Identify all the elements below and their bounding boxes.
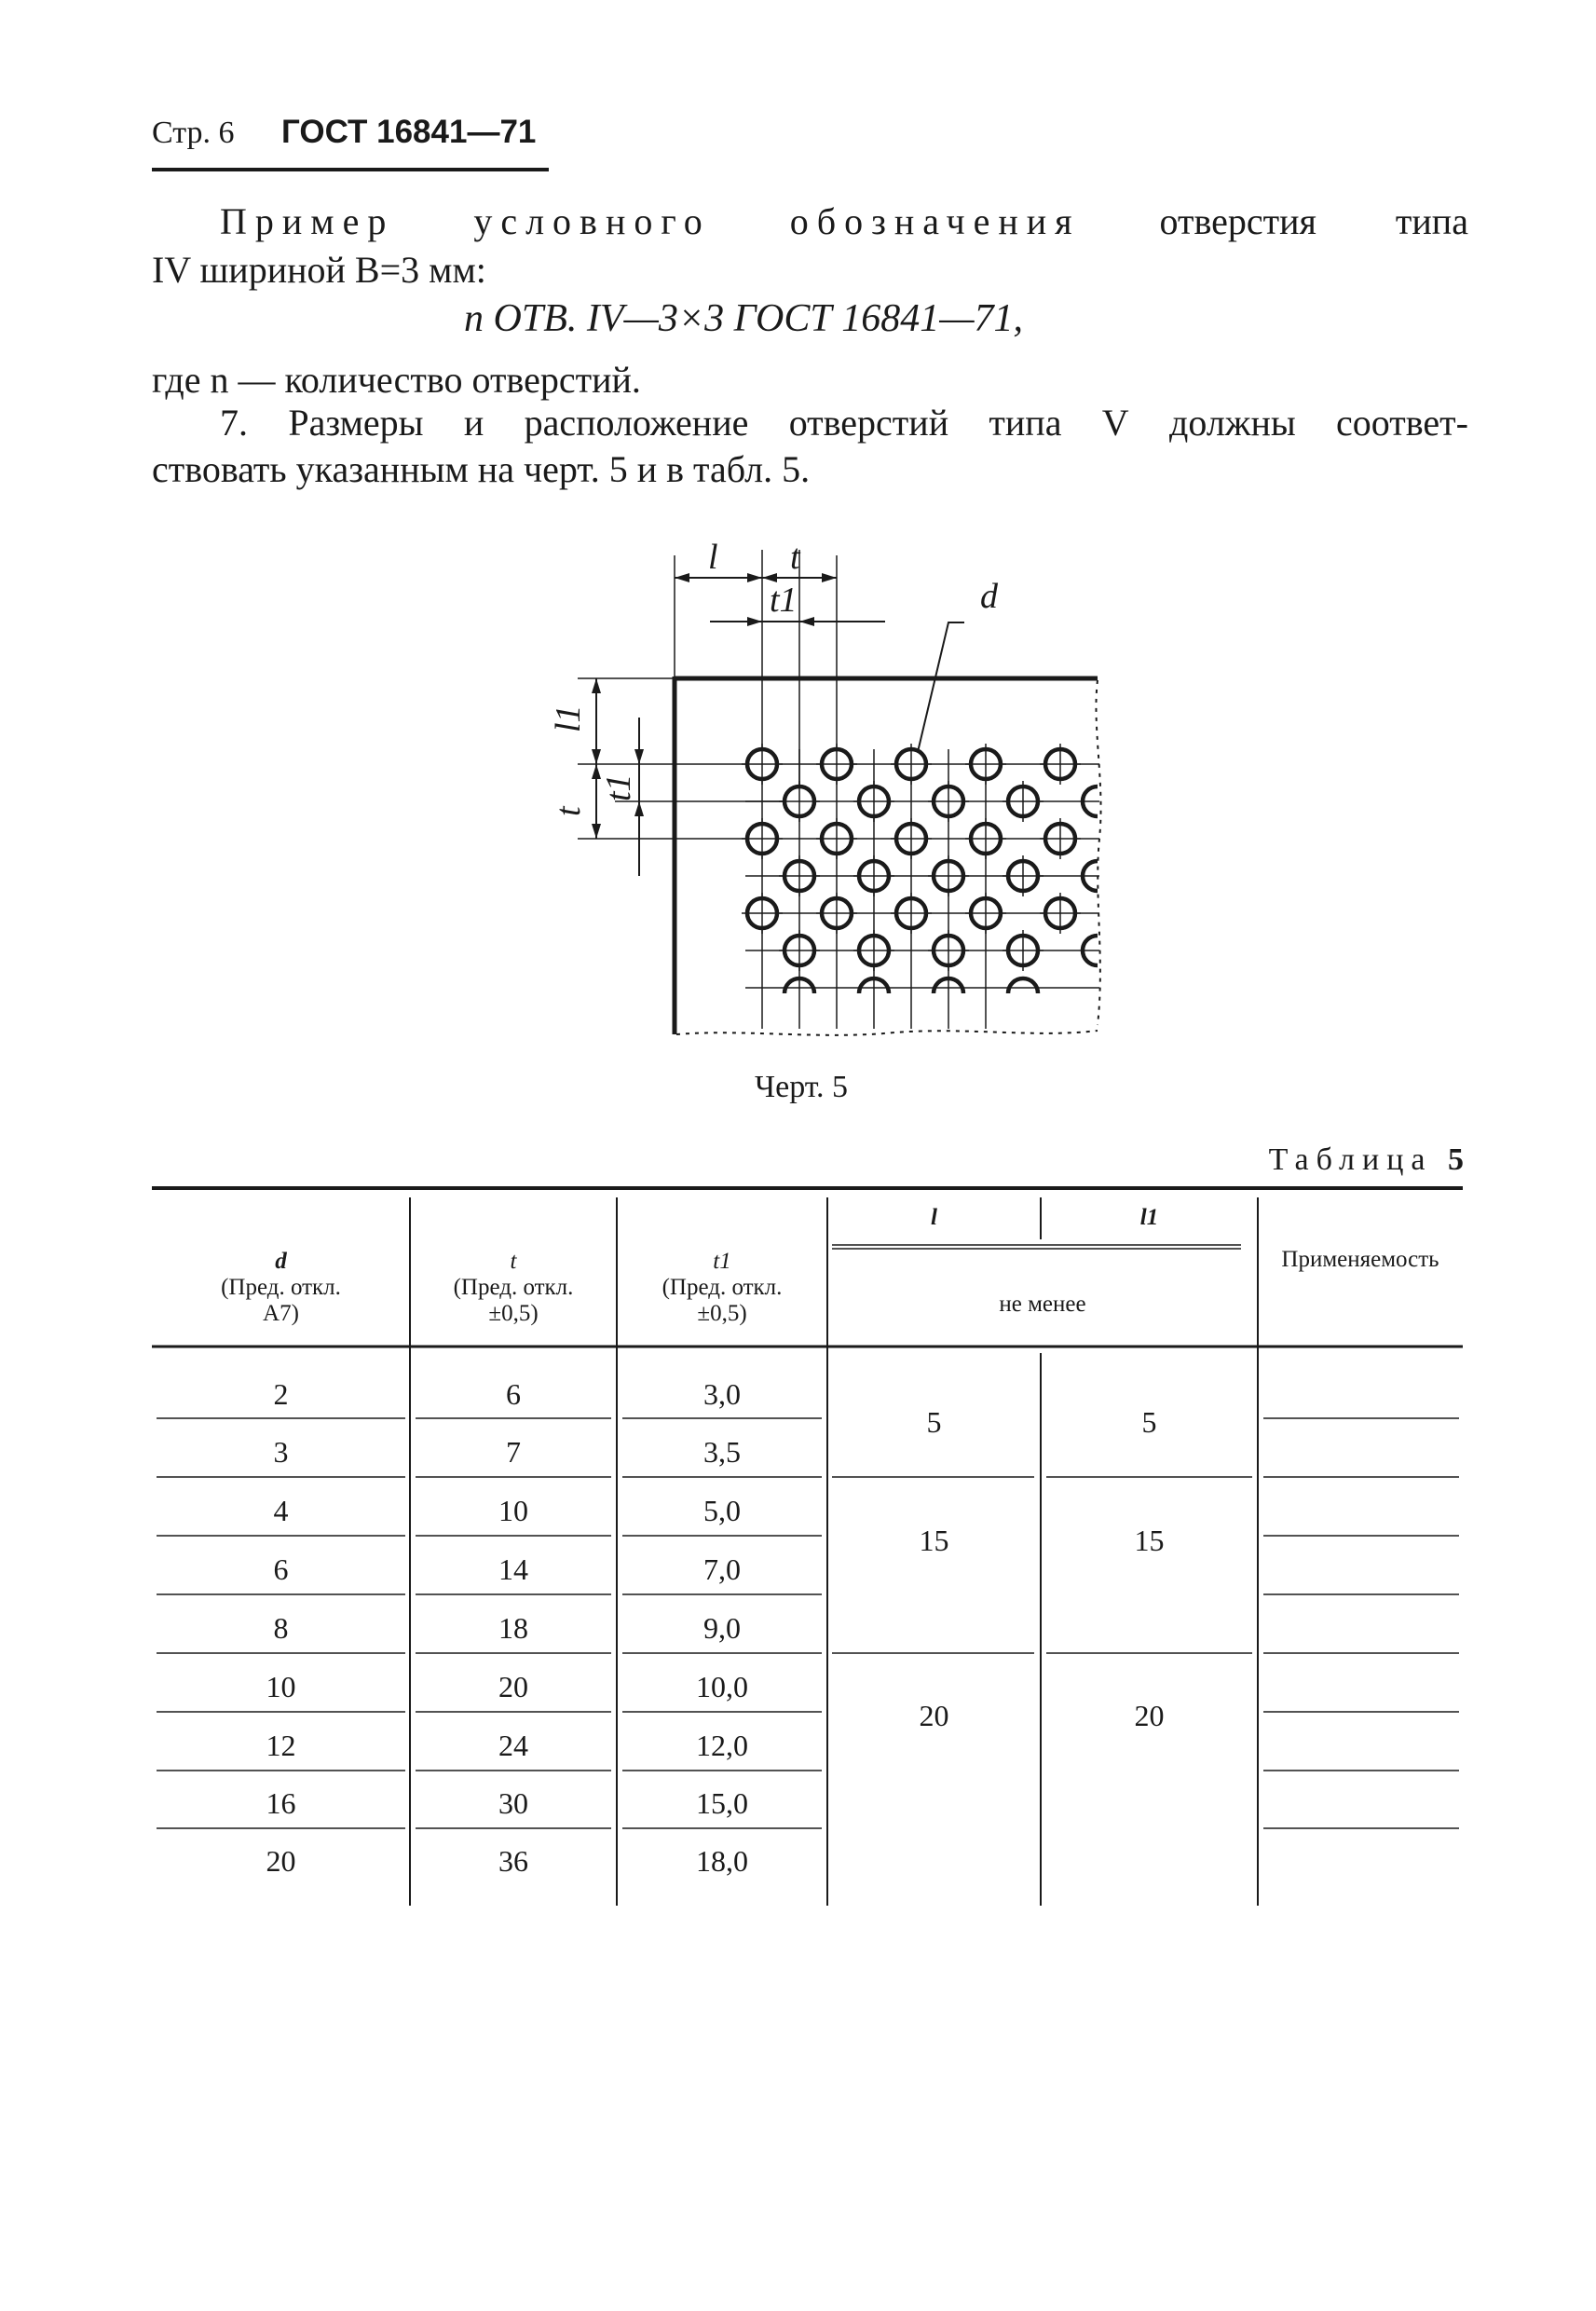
word: V xyxy=(1101,402,1129,444)
table-cell-t1: 12,0 xyxy=(696,1729,748,1762)
table-cell-t: 7 xyxy=(506,1435,521,1469)
table-cell-t1: 5,0 xyxy=(703,1494,741,1527)
word: Пример xyxy=(220,200,395,242)
table-cell-t: 30 xyxy=(498,1786,528,1820)
header-usage: Применяемость xyxy=(1281,1247,1439,1272)
header-d-symbol: d xyxy=(275,1249,287,1274)
designation-formula: n ОТВ. IV—3×3 ГОСТ 16841—71, xyxy=(464,297,1024,340)
table-cell-d: 3 xyxy=(273,1435,289,1469)
table-cell-t: 14 xyxy=(498,1552,528,1586)
label-d: d xyxy=(980,577,998,616)
table-cell-t1: 7,0 xyxy=(703,1552,741,1586)
header-t-symbol: t xyxy=(510,1249,517,1274)
word: отверстий xyxy=(788,402,949,444)
table-cell-t: 24 xyxy=(498,1729,528,1762)
header-d xyxy=(152,1249,410,1327)
table-cell-t1: 15,0 xyxy=(696,1786,748,1820)
drawing-caption: Черт. 5 xyxy=(755,1070,849,1104)
page-number: Стр. 6 xyxy=(152,116,235,150)
table-cell-d: 8 xyxy=(273,1611,289,1645)
table-cell-d: 16 xyxy=(266,1786,296,1820)
word: типа xyxy=(1395,200,1468,242)
header-l1: l1 xyxy=(1139,1205,1159,1230)
header-t1-symbol: t1 xyxy=(713,1249,731,1274)
word: соответ- xyxy=(1336,402,1468,444)
word: должны xyxy=(1169,402,1296,444)
table-cell-d: 20 xyxy=(266,1844,296,1878)
standard-number: ГОСТ 16841—71 xyxy=(281,114,537,150)
table-cell-d: 12 xyxy=(266,1729,296,1762)
table-cell-l: 20 xyxy=(919,1699,949,1732)
label-t1-vertical: t1 xyxy=(599,773,638,801)
header-t1-note: (Пред. откл. ±0,5) xyxy=(662,1275,783,1326)
label-l1: l1 xyxy=(549,704,588,732)
table-cell-t1: 3,0 xyxy=(703,1377,741,1411)
table-cell-t: 20 xyxy=(498,1670,528,1703)
table-cell-t: 36 xyxy=(498,1844,528,1878)
example-line-2: IV шириной B=3 мм: xyxy=(152,249,486,291)
table-cell-t: 18 xyxy=(498,1611,528,1645)
table-cell-d: 4 xyxy=(273,1494,289,1527)
table-cell-d: 2 xyxy=(273,1377,289,1411)
table-cell-t1: 3,5 xyxy=(703,1435,741,1469)
header-not-less: не менее xyxy=(999,1292,1086,1317)
table-cell-l: 15 xyxy=(919,1524,949,1557)
word: 7. xyxy=(220,402,248,444)
word: типа xyxy=(989,402,1062,444)
where-line: где n — количество отверстий. xyxy=(152,359,641,401)
header-t xyxy=(410,1249,617,1327)
table-cell-t1: 10,0 xyxy=(696,1670,748,1703)
label-t1: t1 xyxy=(770,581,798,620)
header-d-note: (Пред. откл. A7) xyxy=(221,1275,341,1326)
word: и xyxy=(463,402,484,444)
label-t-vertical: t xyxy=(549,806,588,816)
table-cell-l1: 15 xyxy=(1134,1524,1165,1557)
header-t-note: (Пред. откл. ±0,5) xyxy=(453,1275,574,1326)
word: обозначения xyxy=(789,200,1081,242)
table-cell-l1: 5 xyxy=(1141,1405,1157,1439)
header-t1 xyxy=(617,1249,827,1327)
table-caption-word: Таблица xyxy=(1268,1142,1433,1177)
table-cell-t: 6 xyxy=(506,1377,521,1411)
header-l: l xyxy=(931,1205,937,1230)
word: отверстия xyxy=(1159,200,1316,242)
table-caption-number: 5 xyxy=(1448,1142,1464,1177)
table-cell-t: 10 xyxy=(498,1494,528,1527)
item7-line-2: ствовать указанным на черт. 5 и в табл. 5. xyxy=(152,448,811,490)
table-cell-t1: 9,0 xyxy=(703,1611,741,1645)
word: условного xyxy=(473,200,711,242)
label-l: l xyxy=(708,538,718,577)
table-cell-d: 10 xyxy=(266,1670,296,1703)
table-cell-t1: 18,0 xyxy=(696,1844,748,1878)
label-t: t xyxy=(790,538,800,577)
table-cell-l1: 20 xyxy=(1134,1699,1165,1732)
table-cell-d: 6 xyxy=(273,1552,289,1586)
word: Размеры xyxy=(288,402,424,444)
word: расположение xyxy=(524,402,749,444)
table-cell-l: 5 xyxy=(926,1405,942,1439)
